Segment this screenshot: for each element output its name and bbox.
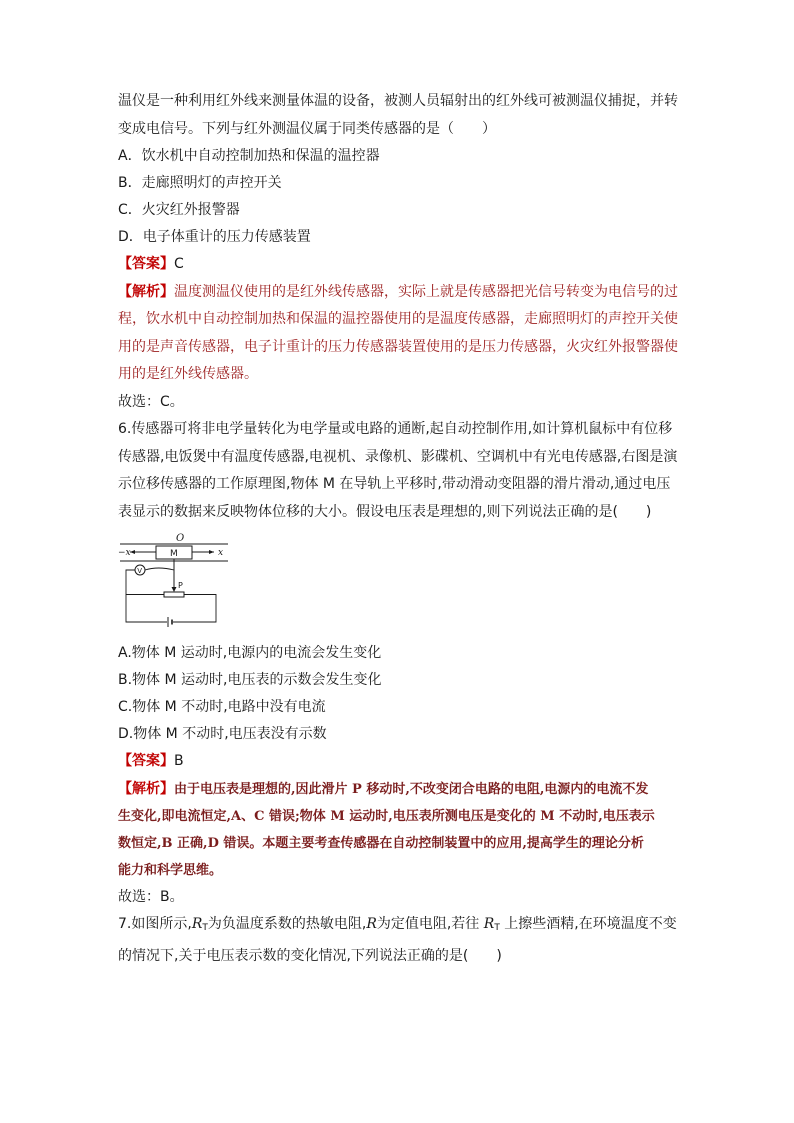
q7-text-a: 7.如图所示, (118, 916, 192, 932)
q5-explanation-line-2: 程，饮水机中自动控制加热和保温的温控器使用的是温度传感器，走廊照明灯的声控开关使 (118, 311, 678, 327)
q5-option-b: B．走廊照明灯的声控开关 (118, 175, 282, 191)
q6-stem-line-3: 示位移传感器的工作原理图,物体 M 在导轨上平移时,带动滑动变阻器的滑片滑动,通过电压 (118, 476, 671, 492)
circuit-loop (126, 595, 216, 623)
q5-option-a: A．饮水机中自动控制加热和保温的温控器 (118, 148, 380, 164)
q7-text-c: 为定值电阻,若往 (376, 916, 484, 932)
diagram-label-origin: O (176, 533, 185, 544)
displacement-sensor-diagram (118, 530, 238, 634)
q7-stem-line-2: 的情况下,关于电压表示数的变化情况,下列说法正确的是( ) (118, 947, 502, 964)
q6-option-b: B.物体 M 运动时,电压表的示数会发生变化 (118, 672, 382, 688)
q5-answer-label: 【答案】 (118, 256, 174, 272)
q6-explanation-line-3: 数恒定,B 正确,D 错误。本题主要考查传感器在自动控制装置中的应用,提高学生的理论分析 (118, 835, 644, 851)
q5-explanation-label: 【解析】 (118, 283, 174, 300)
q5-option-c: C．火灾红外报警器 (118, 202, 240, 218)
q6-explanation-line-4: 能力和科学思维。 (118, 862, 223, 878)
q6-option-c: C.物体 M 不动时,电路中没有电流 (118, 699, 326, 715)
q6-explanation-label: 【解析】 (118, 780, 174, 797)
q7-rt-subscript-2: T (494, 923, 500, 933)
q7-text-d: 上擦些酒精,在环境温度不变 (499, 916, 677, 932)
q5-answer-value: C (174, 256, 184, 272)
q6-choose: 故选：B。 (118, 888, 184, 905)
q7-rt-symbol: R (191, 916, 203, 932)
x-axis-right-arrow-icon (209, 550, 214, 554)
diagram-label-mass: M (170, 549, 178, 559)
q6-option-d: D.物体 M 不动时,电压表没有示数 (118, 726, 327, 742)
q7-text-b: 为负温度系数的热敏电阻, (207, 916, 367, 932)
q6-explanation-line-2: 生变化,即电流恒定,A、C 错误;物体 M 运动时,电压表所测电压是变化的 M 不动时,电压表示 (118, 808, 655, 824)
q6-answer-label: 【答案】 (118, 753, 174, 769)
q7-rt-subscript: T (202, 923, 208, 933)
q6-explanation-line-1 (118, 776, 678, 803)
q7-r-symbol: R (366, 916, 377, 932)
rheostat (164, 592, 184, 597)
diagram-label-voltmeter: V (137, 567, 143, 575)
q5-answer (118, 251, 678, 279)
q6-stem-line-2: 传感器,电饭煲中有温度传感器,电视机、录像机、影碟机、空调机中有光电传感器,右图是演 (118, 448, 678, 465)
q7-rt-symbol-2: R (483, 916, 495, 932)
diagram-label-slider: P (178, 581, 183, 590)
q6-option-a: A.物体 M 运动时,电源内的电流会发生变化 (118, 645, 382, 661)
x-axis-left-arrow-icon (130, 550, 135, 554)
q6-stem-line-1: 6.传感器可将非电学量转化为电学量或电路的通断,起自动控制作用,如计算机鼠标中有位移 (118, 421, 673, 437)
document-content (118, 88, 678, 970)
slider-arrow-icon (172, 587, 177, 592)
q6-answer-value: B (174, 753, 184, 769)
q5-choose: 故选：C。 (118, 393, 184, 410)
voltmeter-wire-to-left (126, 570, 135, 588)
q5-explanation-line-1 (118, 279, 678, 307)
q6-answer (118, 748, 678, 776)
q6-stem-line-4: 表显示的数据来反映物体位移的大小。假设电压表是理想的,则下列说法正确的是( ) (118, 503, 652, 520)
q5-explanation-line-4: 用的是红外线传感器。 (118, 366, 258, 382)
q5-explanation-line-3: 用的是声音传感器，电子计重计的压力传感器装置使用的是压力传感器，火灾红外报警器使 (118, 338, 678, 355)
q5-stem-line-2: 变成电信号。下列与红外测温仪属于同类传感器的是（ ） (118, 120, 496, 137)
circuit-wire-left (126, 588, 164, 595)
voltmeter-wire-to-slider (145, 568, 174, 570)
q7-stem-line-1 (118, 911, 678, 943)
q5-explanation-text-1: 温度测温仪使用的是红外线传感器，实际上就是传感器把光信号转变为电信号的过 (174, 283, 678, 300)
diagram-label-neg-x: −x (118, 548, 131, 558)
q6-explanation-text-1: 由于电压表是理想的,因此滑片 P 移动时,不改变闭合电路的电阻,电源内的电流不发 (174, 781, 649, 797)
q5-option-d: D．电子体重计的压力传感装置 (118, 229, 311, 245)
q5-stem-line-1: 温仪是一种利用红外线来测量体温的设备，被测人员辐射出的红外线可被测温仪捕捉，并转 (118, 93, 678, 109)
diagram-label-pos-x: x (218, 548, 224, 558)
